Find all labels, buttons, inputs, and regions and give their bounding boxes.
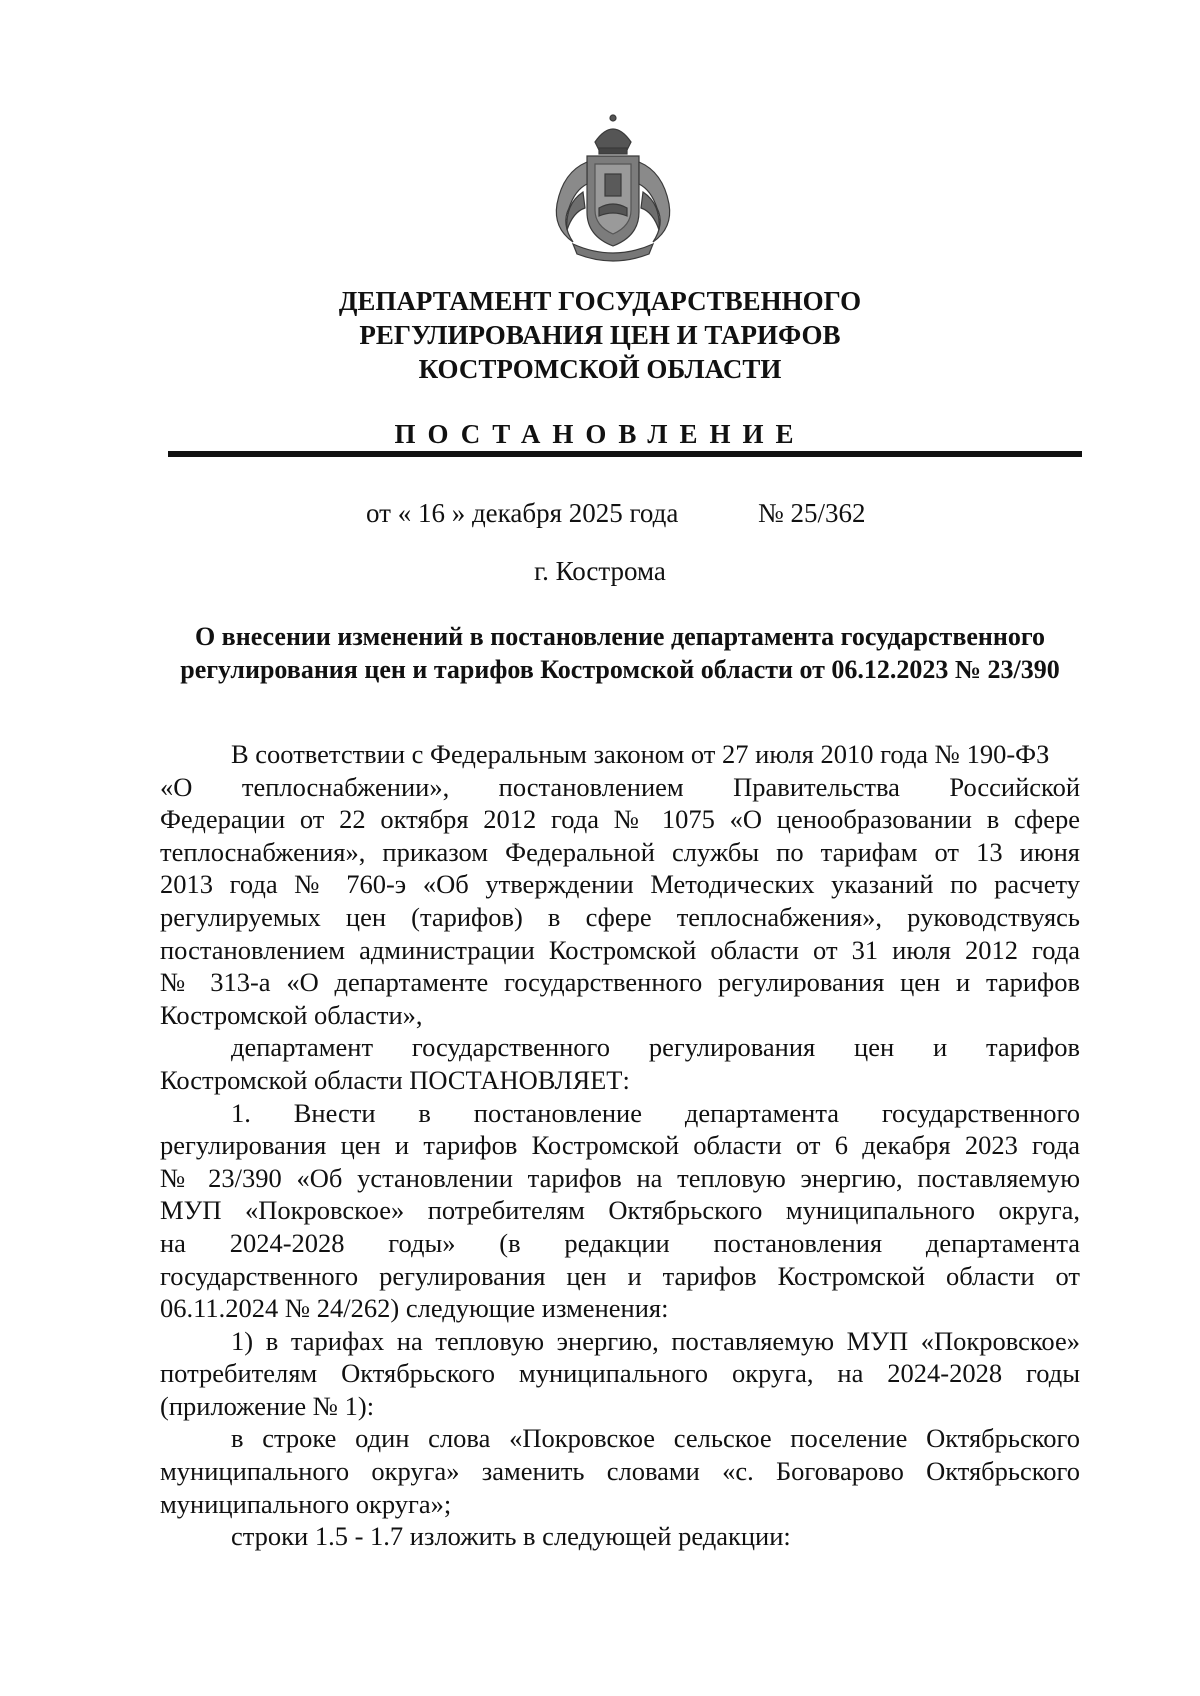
body-line: теплоснабжения», приказом Федеральной службы по тарифам от 13 июня [160,836,1080,867]
body-line: 1) в тарифах на тепловую энергию, поставляемую МУП «Покровское» [231,1325,1080,1356]
body-line: (приложение № 1): [160,1390,375,1421]
body-line: регулируемых цен (тарифов) в сфере теплоснабжения», руководствуясь [160,901,1080,932]
body-line: «О теплоснабжении», постановлением Правительства Российской [160,771,1080,802]
document-title [0,620,1200,686]
body-line: постановлением администрации Костромской области от 31 июля 2012 года [160,934,1080,965]
body-line: 1. Внести в постановление департамента государственного [231,1097,1080,1128]
document-type: ПОСТАНОВЛЕНИЕ [394,419,806,449]
body-line: департамент государственного регулирования цен и тарифов [231,1032,1080,1063]
document-number: № 25/362 [758,498,866,528]
body-line: государственного регулирования цен и тарифов Костромской области от [160,1260,1080,1291]
body-line: потребителям Октябрьского муниципального округа, на 2024-2028 годы [160,1358,1080,1389]
title-line: регулирования цен и тарифов Костромской области от 06.12.2023 № 23/390 [180,655,1060,684]
body-line: регулирования цен и тарифов Костромской области от 6 декабря 2023 года [160,1130,1080,1161]
organization-name [0,284,1200,386]
body-line: строки 1.5 - 1.7 изложить в следующей редакции: [231,1521,791,1552]
document-date: от « 16 » декабря 2025 года [366,498,679,528]
org-line: КОСТРОМСКОЙ ОБЛАСТИ [418,354,782,384]
body-line: на 2024-2028 годы» (в редакции постановления департамента [160,1227,1080,1258]
body-line: в строке один слова «Покровское сельское поселение Октябрьского [231,1423,1080,1454]
body-line: Федерации от 22 октября 2012 года № 1075 «О ценообразовании в сфере [160,804,1080,835]
body-line: МУП «Покровское» потребителям Октябрьского муниципального округа, [160,1195,1080,1226]
body-line: 2013 года № 760-э «Об утверждении Методических указаний по расчету [160,869,1080,900]
body-line: муниципального округа» заменить словами «с. Боговарово Октябрьского [160,1456,1080,1487]
document-body [160,738,1080,1553]
body-line: Костромской области ПОСТАНОВЛЯЕТ: [160,1064,630,1095]
title-line: О внесении изменений в постановление департамента государственного [194,622,1046,651]
body-line: 06.11.2024 № 24/262) следующие изменения: [160,1293,669,1324]
body-line: Костромской области», [160,999,423,1030]
header-divider [168,451,1082,457]
body-line: № 313-а «О департаменте государственного регулирования цен и тарифов [160,967,1080,998]
org-line: РЕГУЛИРОВАНИЯ ЦЕН И ТАРИФОВ [359,320,841,350]
document-city: г. Кострома [534,556,666,586]
body-line: муниципального округа»; [160,1488,452,1519]
org-line: ДЕПАРТАМЕНТ ГОСУДАРСТВЕННОГО [338,286,862,316]
coat-of-arms-icon [543,112,683,262]
body-line: № 23/390 «Об установлении тарифов на тепловую энергию, поставляемую [160,1162,1080,1193]
body-line: В соответствии с Федеральным законом от 27 июля 2010 года № 190-ФЗ [231,739,1050,769]
